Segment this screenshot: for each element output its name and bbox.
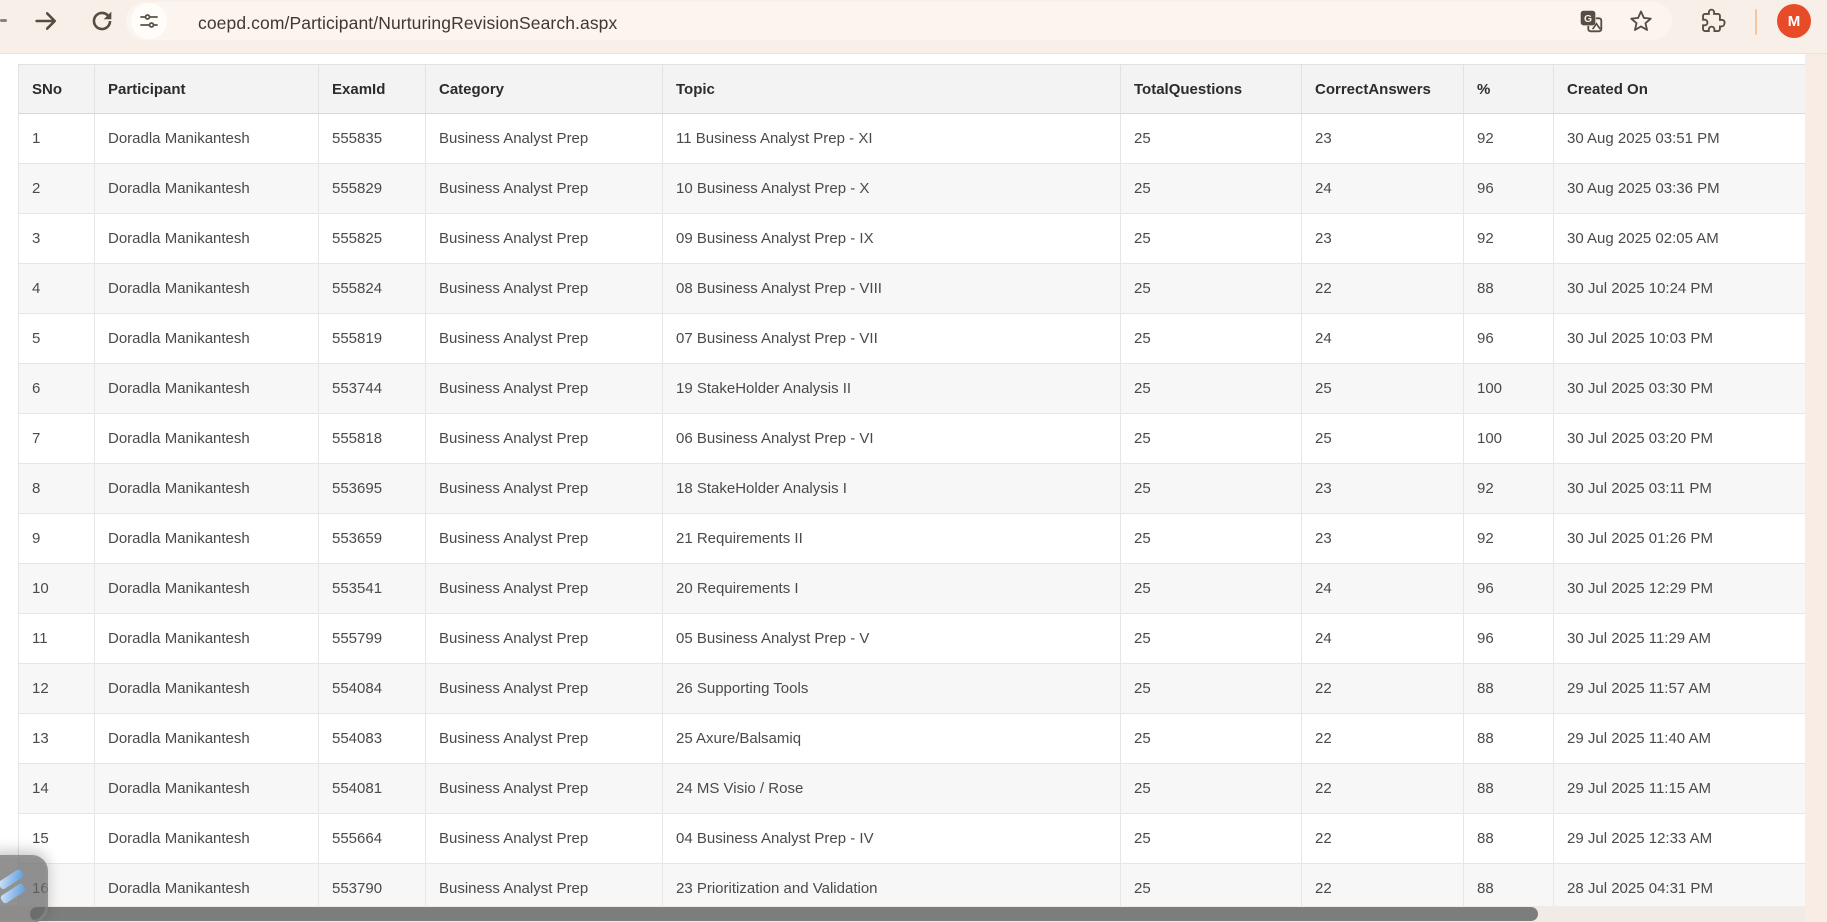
cell-percent: 88 [1464,764,1554,814]
cell-percent: 92 [1464,214,1554,264]
cell-sno: 6 [19,364,95,414]
col-header-sno: SNo [19,65,95,114]
cell-totalquestions: 25 [1121,814,1302,864]
cell-sno: 13 [19,714,95,764]
cell-examid: 555818 [319,414,426,464]
cell-category: Business Analyst Prep [426,614,663,664]
cell-participant: Doradla Manikantesh [95,614,319,664]
cell-createdon: 30 Aug 2025 02:05 AM [1554,214,1806,264]
table-header-row [19,65,1806,114]
cell-category: Business Analyst Prep [426,414,663,464]
cell-examid: 554084 [319,664,426,714]
cell-examid: 555799 [319,614,426,664]
browser-toolbar [0,0,1827,54]
cell-category: Business Analyst Prep [426,264,663,314]
cell-percent: 92 [1464,114,1554,164]
table-row [19,614,1806,664]
cell-examid: 553744 [319,364,426,414]
cell-topic: 18 StakeHolder Analysis I [663,464,1121,514]
table-row [19,414,1806,464]
cell-category: Business Analyst Prep [426,214,663,264]
cell-participant: Doradla Manikantesh [95,814,319,864]
cell-category: Business Analyst Prep [426,764,663,814]
cell-percent: 96 [1464,614,1554,664]
cell-percent: 92 [1464,464,1554,514]
cell-participant: Doradla Manikantesh [95,864,319,914]
cell-sno: 14 [19,764,95,814]
cell-correctanswers: 23 [1302,214,1464,264]
cell-totalquestions: 25 [1121,614,1302,664]
cell-correctanswers: 22 [1302,864,1464,914]
cell-examid: 555829 [319,164,426,214]
cell-totalquestions: 25 [1121,114,1302,164]
cell-percent: 96 [1464,564,1554,614]
cell-topic: 08 Business Analyst Prep - VIII [663,264,1121,314]
svg-text:G: G [1583,13,1592,25]
cell-totalquestions: 25 [1121,864,1302,914]
back-icon[interactable] [0,19,7,22]
cell-totalquestions: 25 [1121,164,1302,214]
cell-category: Business Analyst Prep [426,864,663,914]
cell-topic: 23 Prioritization and Validation [663,864,1121,914]
cell-participant: Doradla Manikantesh [95,264,319,314]
cell-examid: 553790 [319,864,426,914]
cell-percent: 96 [1464,314,1554,364]
reload-icon[interactable] [88,7,116,35]
cell-participant: Doradla Manikantesh [95,314,319,364]
col-header-totalquestions: TotalQuestions [1121,65,1302,114]
cell-category: Business Analyst Prep [426,164,663,214]
cell-correctanswers: 25 [1302,414,1464,464]
cell-createdon: 29 Jul 2025 11:57 AM [1554,664,1806,714]
site-info-tune-icon[interactable] [139,11,159,31]
cell-correctanswers: 24 [1302,614,1464,664]
vertical-scrollbar-track[interactable] [1805,54,1827,922]
cell-topic: 10 Business Analyst Prep - X [663,164,1121,214]
cell-totalquestions: 25 [1121,464,1302,514]
cell-percent: 100 [1464,414,1554,464]
cell-sno: 1 [19,114,95,164]
col-header-category: Category [426,65,663,114]
cell-category: Business Analyst Prep [426,514,663,564]
cell-sno: 8 [19,464,95,514]
cell-totalquestions: 25 [1121,214,1302,264]
cell-createdon: 30 Jul 2025 12:29 PM [1554,564,1806,614]
table-row [19,764,1806,814]
col-header-createdon: Created On [1554,65,1806,114]
cell-createdon: 30 Jul 2025 11:29 AM [1554,614,1806,664]
horizontal-scrollbar-thumb[interactable] [30,907,1538,921]
cell-examid: 555819 [319,314,426,364]
cell-createdon: 30 Jul 2025 01:26 PM [1554,514,1806,564]
cell-correctanswers: 23 [1302,464,1464,514]
cell-percent: 88 [1464,864,1554,914]
screenshot-tool-icon [0,864,42,908]
cell-percent: 88 [1464,664,1554,714]
cell-category: Business Analyst Prep [426,464,663,514]
table-row [19,714,1806,764]
cell-topic: 04 Business Analyst Prep - IV [663,814,1121,864]
toolbar-divider [1755,9,1757,35]
cell-topic: 19 StakeHolder Analysis II [663,364,1121,414]
cell-sno: 9 [19,514,95,564]
cell-createdon: 30 Aug 2025 03:36 PM [1554,164,1806,214]
cell-topic: 07 Business Analyst Prep - VII [663,314,1121,364]
cell-category: Business Analyst Prep [426,564,663,614]
cell-participant: Doradla Manikantesh [95,714,319,764]
cell-category: Business Analyst Prep [426,114,663,164]
cell-sno: 12 [19,664,95,714]
cell-category: Business Analyst Prep [426,664,663,714]
cell-correctanswers: 22 [1302,764,1464,814]
cell-sno: 5 [19,314,95,364]
table-row [19,214,1806,264]
cell-participant: Doradla Manikantesh [95,564,319,614]
cell-totalquestions: 25 [1121,414,1302,464]
cell-correctanswers: 24 [1302,164,1464,214]
cell-category: Business Analyst Prep [426,814,663,864]
cell-percent: 92 [1464,514,1554,564]
cell-correctanswers: 24 [1302,314,1464,364]
cell-totalquestions: 25 [1121,264,1302,314]
cell-topic: 09 Business Analyst Prep - IX [663,214,1121,264]
cell-sno: 11 [19,614,95,664]
cell-sno: 4 [19,264,95,314]
cell-examid: 553541 [319,564,426,614]
table-row [19,814,1806,864]
cell-participant: Doradla Manikantesh [95,664,319,714]
cell-topic: 21 Requirements II [663,514,1121,564]
cell-topic: 26 Supporting Tools [663,664,1121,714]
cell-sno: 10 [19,564,95,614]
table-row [19,114,1806,164]
cell-percent: 96 [1464,164,1554,214]
cell-topic: 06 Business Analyst Prep - VI [663,414,1121,464]
table-row [19,664,1806,714]
cell-totalquestions: 25 [1121,564,1302,614]
cell-correctanswers: 22 [1302,714,1464,764]
cell-createdon: 30 Aug 2025 03:51 PM [1554,114,1806,164]
cell-totalquestions: 25 [1121,714,1302,764]
col-header-percent: % [1464,65,1554,114]
cell-sno: 3 [19,214,95,264]
cell-createdon: 29 Jul 2025 11:15 AM [1554,764,1806,814]
cell-correctanswers: 22 [1302,664,1464,714]
table-row [19,264,1806,314]
cell-examid: 554081 [319,764,426,814]
cell-correctanswers: 23 [1302,114,1464,164]
cell-examid: 553695 [319,464,426,514]
cell-topic: 24 MS Visio / Rose [663,764,1121,814]
screenshot-tool-overlay[interactable] [0,855,48,922]
col-header-correctanswers: CorrectAnswers [1302,65,1464,114]
cell-createdon: 30 Jul 2025 10:03 PM [1554,314,1806,364]
cell-createdon: 30 Jul 2025 03:30 PM [1554,364,1806,414]
cell-participant: Doradla Manikantesh [95,364,319,414]
cell-topic: 20 Requirements I [663,564,1121,614]
cell-totalquestions: 25 [1121,764,1302,814]
col-header-participant: Participant [95,65,319,114]
table-row [19,514,1806,564]
cell-examid: 555825 [319,214,426,264]
table-body [19,114,1806,914]
cell-totalquestions: 25 [1121,314,1302,364]
cell-topic: 05 Business Analyst Prep - V [663,614,1121,664]
cell-percent: 88 [1464,814,1554,864]
cell-percent: 88 [1464,264,1554,314]
table-row [19,364,1806,414]
cell-correctanswers: 22 [1302,814,1464,864]
cell-participant: Doradla Manikantesh [95,164,319,214]
cell-participant: Doradla Manikantesh [95,214,319,264]
cell-createdon: 30 Jul 2025 10:24 PM [1554,264,1806,314]
cell-category: Business Analyst Prep [426,364,663,414]
table-row [19,164,1806,214]
cell-totalquestions: 25 [1121,364,1302,414]
horizontal-scrollbar-track[interactable] [0,906,1805,922]
cell-examid: 554083 [319,714,426,764]
cell-examid: 553659 [319,514,426,564]
cell-sno: 15 [19,814,95,864]
cell-percent: 88 [1464,714,1554,764]
forward-icon[interactable] [32,7,60,35]
translate-icon[interactable] [1578,8,1604,34]
cell-createdon: 28 Jul 2025 04:31 PM [1554,864,1806,914]
cell-totalquestions: 25 [1121,664,1302,714]
cell-participant: Doradla Manikantesh [95,764,319,814]
cell-category: Business Analyst Prep [426,314,663,364]
revision-results-table [18,64,1806,914]
cell-topic: 25 Axure/Balsamiq [663,714,1121,764]
cell-correctanswers: 22 [1302,264,1464,314]
cell-createdon: 30 Jul 2025 03:20 PM [1554,414,1806,464]
bookmark-star-icon[interactable] [1628,8,1654,34]
cell-examid: 555824 [319,264,426,314]
cell-category: Business Analyst Prep [426,714,663,764]
cell-createdon: 29 Jul 2025 12:33 AM [1554,814,1806,864]
cell-participant: Doradla Manikantesh [95,414,319,464]
cell-sno: 7 [19,414,95,464]
url-text[interactable]: coepd.com/Participant/NurturingRevisionSearch.aspx [198,13,618,33]
cell-examid: 555664 [319,814,426,864]
cell-percent: 100 [1464,364,1554,414]
cell-participant: Doradla Manikantesh [95,514,319,564]
cell-topic: 11 Business Analyst Prep - XI [663,114,1121,164]
cell-correctanswers: 24 [1302,564,1464,614]
cell-correctanswers: 23 [1302,514,1464,564]
extensions-icon[interactable] [1700,8,1726,34]
table-row [19,464,1806,514]
col-header-examid: ExamId [319,65,426,114]
cell-participant: Doradla Manikantesh [95,114,319,164]
cell-totalquestions: 25 [1121,514,1302,564]
cell-sno: 2 [19,164,95,214]
col-header-topic: Topic [663,65,1121,114]
profile-avatar[interactable]: M [1777,4,1811,38]
cell-correctanswers: 25 [1302,364,1464,414]
cell-createdon: 29 Jul 2025 11:40 AM [1554,714,1806,764]
table-row [19,314,1806,364]
cell-examid: 555835 [319,114,426,164]
cell-participant: Doradla Manikantesh [95,464,319,514]
table-row [19,564,1806,614]
cell-createdon: 30 Jul 2025 03:11 PM [1554,464,1806,514]
